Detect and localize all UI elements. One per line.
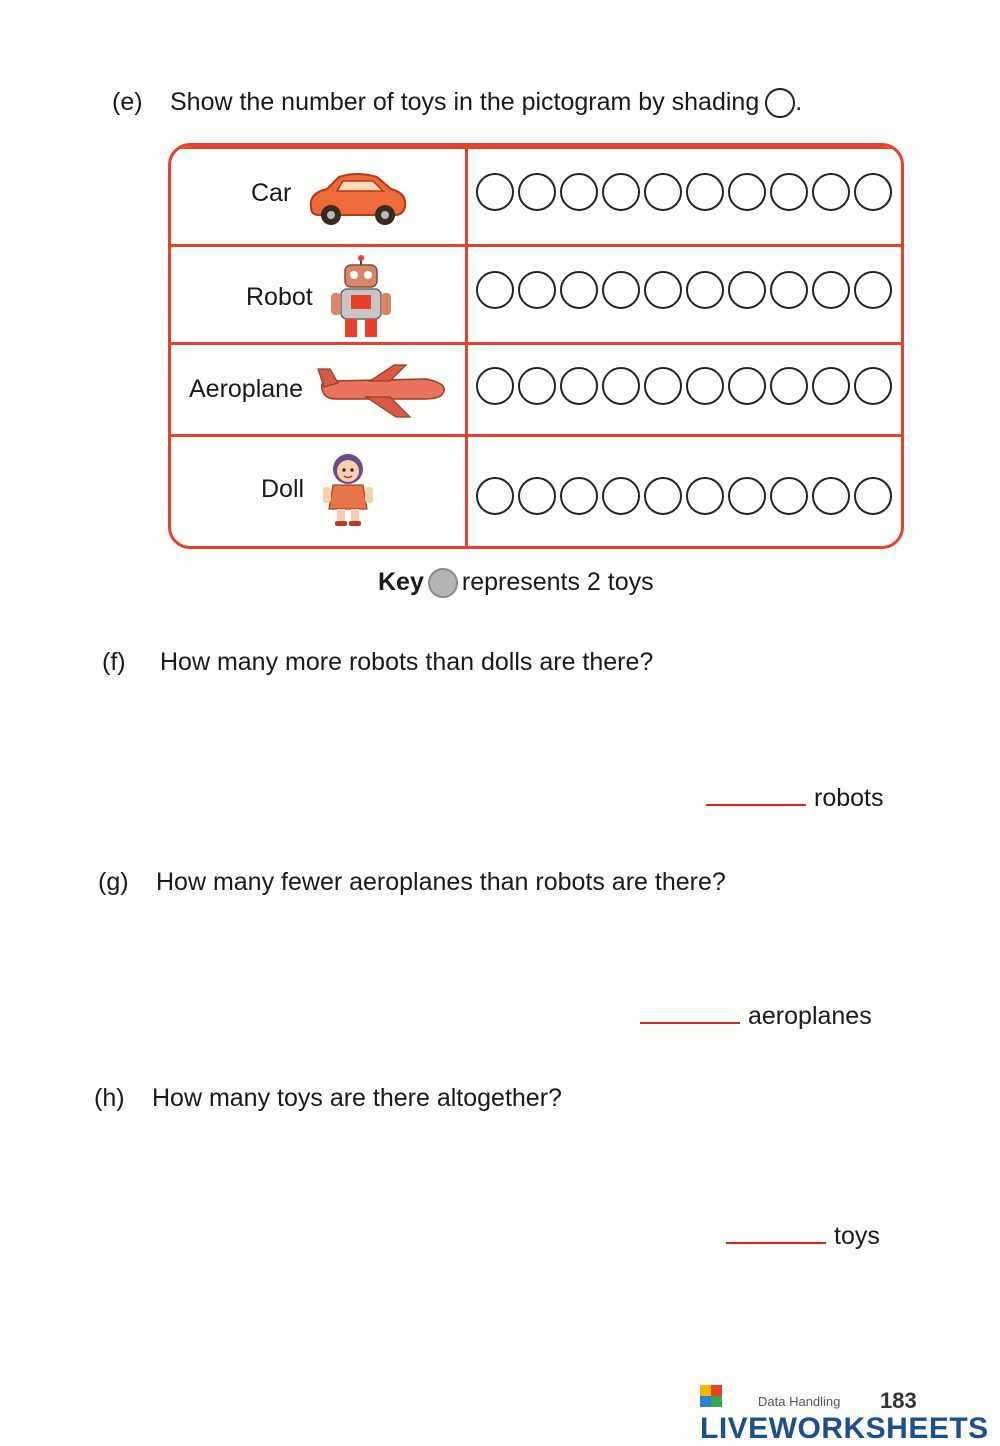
aeroplane-icon bbox=[316, 361, 448, 419]
shade-circle[interactable] bbox=[770, 367, 808, 405]
shade-circle[interactable] bbox=[770, 477, 808, 515]
footer-section-title: Data Handling bbox=[758, 1394, 841, 1409]
logo-grid-icon bbox=[700, 1385, 722, 1407]
pictogram-row-doll bbox=[171, 434, 901, 549]
answer-g-blank[interactable] bbox=[640, 1002, 740, 1024]
answer-h-unit: toys bbox=[834, 1222, 880, 1250]
key-text: represents 2 toys bbox=[461, 568, 654, 596]
shade-circle[interactable] bbox=[854, 271, 892, 309]
question-h-label: (h) bbox=[94, 1084, 125, 1112]
liveworksheets-logo[interactable] bbox=[700, 1378, 1000, 1446]
shade-circle[interactable] bbox=[686, 367, 724, 405]
shade-circle[interactable] bbox=[728, 367, 766, 405]
answer-h bbox=[726, 1222, 880, 1251]
shade-circle[interactable] bbox=[518, 271, 556, 309]
answer-g bbox=[640, 1002, 872, 1031]
circle-row-robot bbox=[476, 271, 892, 309]
question-e bbox=[112, 88, 802, 118]
shade-circle[interactable] bbox=[560, 173, 598, 211]
shade-circle[interactable] bbox=[686, 271, 724, 309]
shade-circle[interactable] bbox=[602, 477, 640, 515]
question-h-text: How many toys are there altogether? bbox=[152, 1084, 562, 1112]
shade-circle[interactable] bbox=[854, 173, 892, 211]
robot-icon bbox=[329, 255, 393, 341]
shade-circle[interactable] bbox=[854, 367, 892, 405]
pictogram-row-aeroplane bbox=[171, 342, 901, 437]
shade-circle[interactable] bbox=[602, 271, 640, 309]
shade-circle[interactable] bbox=[602, 367, 640, 405]
pictogram-key bbox=[378, 568, 654, 598]
shade-circle[interactable] bbox=[812, 477, 850, 515]
shade-circle[interactable] bbox=[728, 173, 766, 211]
pictogram-row-car bbox=[171, 146, 901, 247]
shade-circle[interactable] bbox=[518, 173, 556, 211]
question-g bbox=[98, 868, 726, 897]
shade-circle[interactable] bbox=[560, 477, 598, 515]
circle-row-aeroplane bbox=[476, 367, 892, 405]
toy-name-robot: Robot bbox=[246, 283, 313, 311]
shade-circle[interactable] bbox=[560, 271, 598, 309]
toy-name-doll: Doll bbox=[261, 475, 305, 503]
question-e-label: (e) bbox=[112, 88, 143, 116]
toy-name-car: Car bbox=[251, 179, 292, 207]
shade-circle[interactable] bbox=[476, 367, 514, 405]
shade-circle[interactable] bbox=[560, 367, 598, 405]
shade-circle[interactable] bbox=[518, 367, 556, 405]
shade-circle[interactable] bbox=[518, 477, 556, 515]
answer-f bbox=[706, 784, 883, 813]
shade-circle[interactable] bbox=[476, 477, 514, 515]
shade-circle[interactable] bbox=[728, 271, 766, 309]
page-number: 183 bbox=[880, 1388, 917, 1413]
pictogram-row-robot bbox=[171, 244, 901, 345]
question-g-text: How many fewer aeroplanes than robots are there? bbox=[156, 868, 726, 896]
doll-icon bbox=[321, 451, 375, 527]
shade-circle[interactable] bbox=[812, 173, 850, 211]
shade-circle[interactable] bbox=[476, 271, 514, 309]
pictogram-table bbox=[168, 143, 904, 549]
shade-circle[interactable] bbox=[644, 173, 682, 211]
car-icon bbox=[303, 169, 411, 229]
shade-circle[interactable] bbox=[812, 271, 850, 309]
answer-f-unit: robots bbox=[814, 784, 884, 812]
shade-circle[interactable] bbox=[686, 173, 724, 211]
shade-circle[interactable] bbox=[854, 477, 892, 515]
question-f-label: (f) bbox=[102, 648, 126, 676]
circle-row-car bbox=[476, 173, 892, 211]
question-e-text: Show the number of toys in the pictogram by shading bbox=[170, 88, 760, 116]
question-f bbox=[102, 648, 653, 677]
question-f-text: How many more robots than dolls are there? bbox=[160, 648, 654, 676]
question-e-period: . bbox=[795, 88, 803, 116]
circle-row-doll bbox=[476, 477, 892, 515]
logo-text: LIVEWORKSHEETS bbox=[700, 1412, 989, 1445]
shade-circle[interactable] bbox=[476, 173, 514, 211]
shade-circle[interactable] bbox=[644, 477, 682, 515]
shade-circle[interactable] bbox=[644, 271, 682, 309]
shade-circle[interactable] bbox=[728, 477, 766, 515]
shade-circle[interactable] bbox=[770, 173, 808, 211]
answer-f-blank[interactable] bbox=[706, 784, 806, 806]
key-label: Key bbox=[378, 568, 424, 596]
shade-circle[interactable] bbox=[602, 173, 640, 211]
question-h bbox=[94, 1084, 562, 1113]
shade-circle[interactable] bbox=[686, 477, 724, 515]
shading-circle-icon bbox=[765, 88, 795, 118]
answer-g-unit: aeroplanes bbox=[748, 1002, 872, 1030]
toy-name-aeroplane: Aeroplane bbox=[189, 375, 303, 403]
question-g-label: (g) bbox=[98, 868, 129, 896]
answer-h-blank[interactable] bbox=[726, 1222, 826, 1244]
key-circle-icon bbox=[428, 568, 458, 598]
shade-circle[interactable] bbox=[812, 367, 850, 405]
shade-circle[interactable] bbox=[644, 367, 682, 405]
shade-circle[interactable] bbox=[770, 271, 808, 309]
